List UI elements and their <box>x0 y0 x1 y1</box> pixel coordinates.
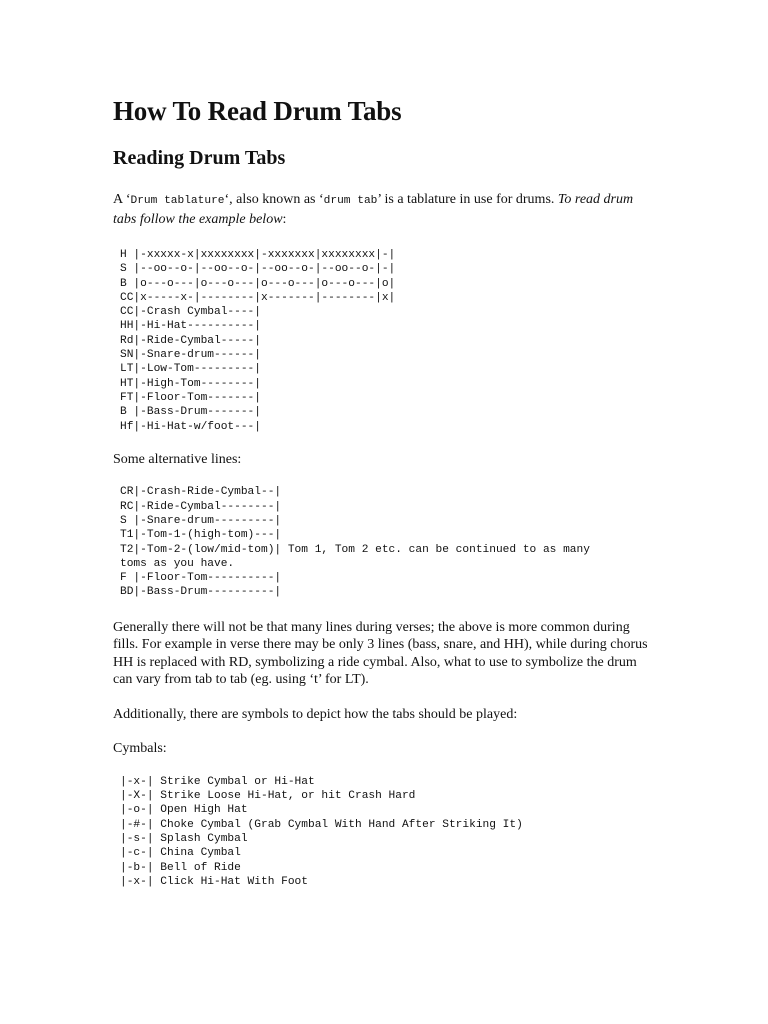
tab-line: toms as you have. <box>120 557 235 570</box>
tab-line: SN|-Snare-drum------| <box>120 349 261 362</box>
tab-line: S |--oo--o-|--oo--o-|--oo--o-|--oo--o-|-| <box>120 263 396 276</box>
intro-emphasis: To read drum tabs follow the example below <box>113 192 634 227</box>
tab-line: CC|x-----x-|--------|x-------|--------|x| <box>120 291 396 304</box>
tab-line: |-s-| Splash Cymbal <box>120 832 248 845</box>
intro-middle-1: ‘, also known as ‘ <box>224 192 324 207</box>
additional-paragraph: Additionally, there are symbols to depict how the tabs should be played: <box>113 706 518 722</box>
tab-line: |-x-| Click Hi-Hat With Foot <box>120 875 308 888</box>
tab-line: Rd|-Ride-Cymbal-----| <box>120 334 261 347</box>
cymbals-tab-block <box>113 775 653 889</box>
tab-line: CR|-Crash-Ride-Cymbal--| <box>120 486 282 499</box>
tab-line: CC|-Crash Cymbal----| <box>120 306 261 319</box>
intro-paragraph <box>113 191 653 228</box>
tab-line: |-X-| Strike Loose Hi-Hat, or hit Crash Hard <box>120 790 416 803</box>
tab-line: FT|-Floor-Tom-------| <box>120 391 261 404</box>
intro-suffix: : <box>282 211 287 227</box>
tab-line: LT|-Low-Tom---------| <box>120 363 261 376</box>
tab-line: |-b-| Bell of Ride <box>120 861 241 874</box>
intro-code-tablature: Drum tablature <box>130 195 225 207</box>
general-paragraph: Generally there will not be that many lines during verses; the above is more common during fills. For example in verse there may be only 3 lines (bass, snare, and HH), while during chorus HH is replaced with RD, symbolizing a ride cymbal. Also, what to use to symbolize the drum can vary from tab to tab (eg. using ‘t’ for LT). <box>113 619 648 688</box>
tab-line: Hf|-Hi-Hat-w/foot---| <box>120 420 261 433</box>
intro-prefix: A ‘ <box>113 192 131 207</box>
tab-line: |-x-| Strike Cymbal or Hi-Hat <box>120 775 315 788</box>
tab-line: B |o---o---|o---o---|o---o---|o---o---|o| <box>120 277 396 290</box>
alternative-tab-block <box>113 485 653 599</box>
tab-line: |-c-| China Cymbal <box>120 847 241 860</box>
tab-line: S |-Snare-drum---------| <box>120 514 282 527</box>
tab-line: BD|-Bass-Drum----------| <box>120 586 282 599</box>
tab-line: T1|-Tom-1-(high-tom)---| <box>120 529 282 542</box>
tab-line: HT|-High-Tom--------| <box>120 377 261 390</box>
tab-line: B |-Bass-Drum-------| <box>120 406 261 419</box>
example-tab-block <box>113 248 653 434</box>
alternative-lines-label: Some alternative lines: <box>113 451 242 467</box>
tab-line: RC|-Ride-Cymbal--------| <box>120 500 282 513</box>
page-title: How To Read Drum Tabs <box>113 96 402 126</box>
tab-line: F |-Floor-Tom----------| <box>120 572 282 585</box>
tab-line: |-o-| Open High Hat <box>120 804 248 817</box>
tab-line: |-#-| Choke Cymbal (Grab Cymbal With Hand After Striking It) <box>120 818 523 831</box>
tab-line: T2|-Tom-2-(low/mid-tom)| Tom 1, Tom 2 etc. can be continued to as many <box>120 543 590 556</box>
tab-line: H |-xxxxx-x|xxxxxxxx|-xxxxxxx|xxxxxxxx|-| <box>120 249 396 261</box>
tab-line: HH|-Hi-Hat----------| <box>120 320 261 333</box>
cymbals-label: Cymbals: <box>113 741 167 757</box>
article-body <box>113 96 653 889</box>
section-heading: Reading Drum Tabs <box>113 147 286 169</box>
intro-code-drum-tab: drum tab <box>323 195 378 207</box>
intro-middle-2: ’ is a tablature in use for drums. <box>377 192 558 207</box>
